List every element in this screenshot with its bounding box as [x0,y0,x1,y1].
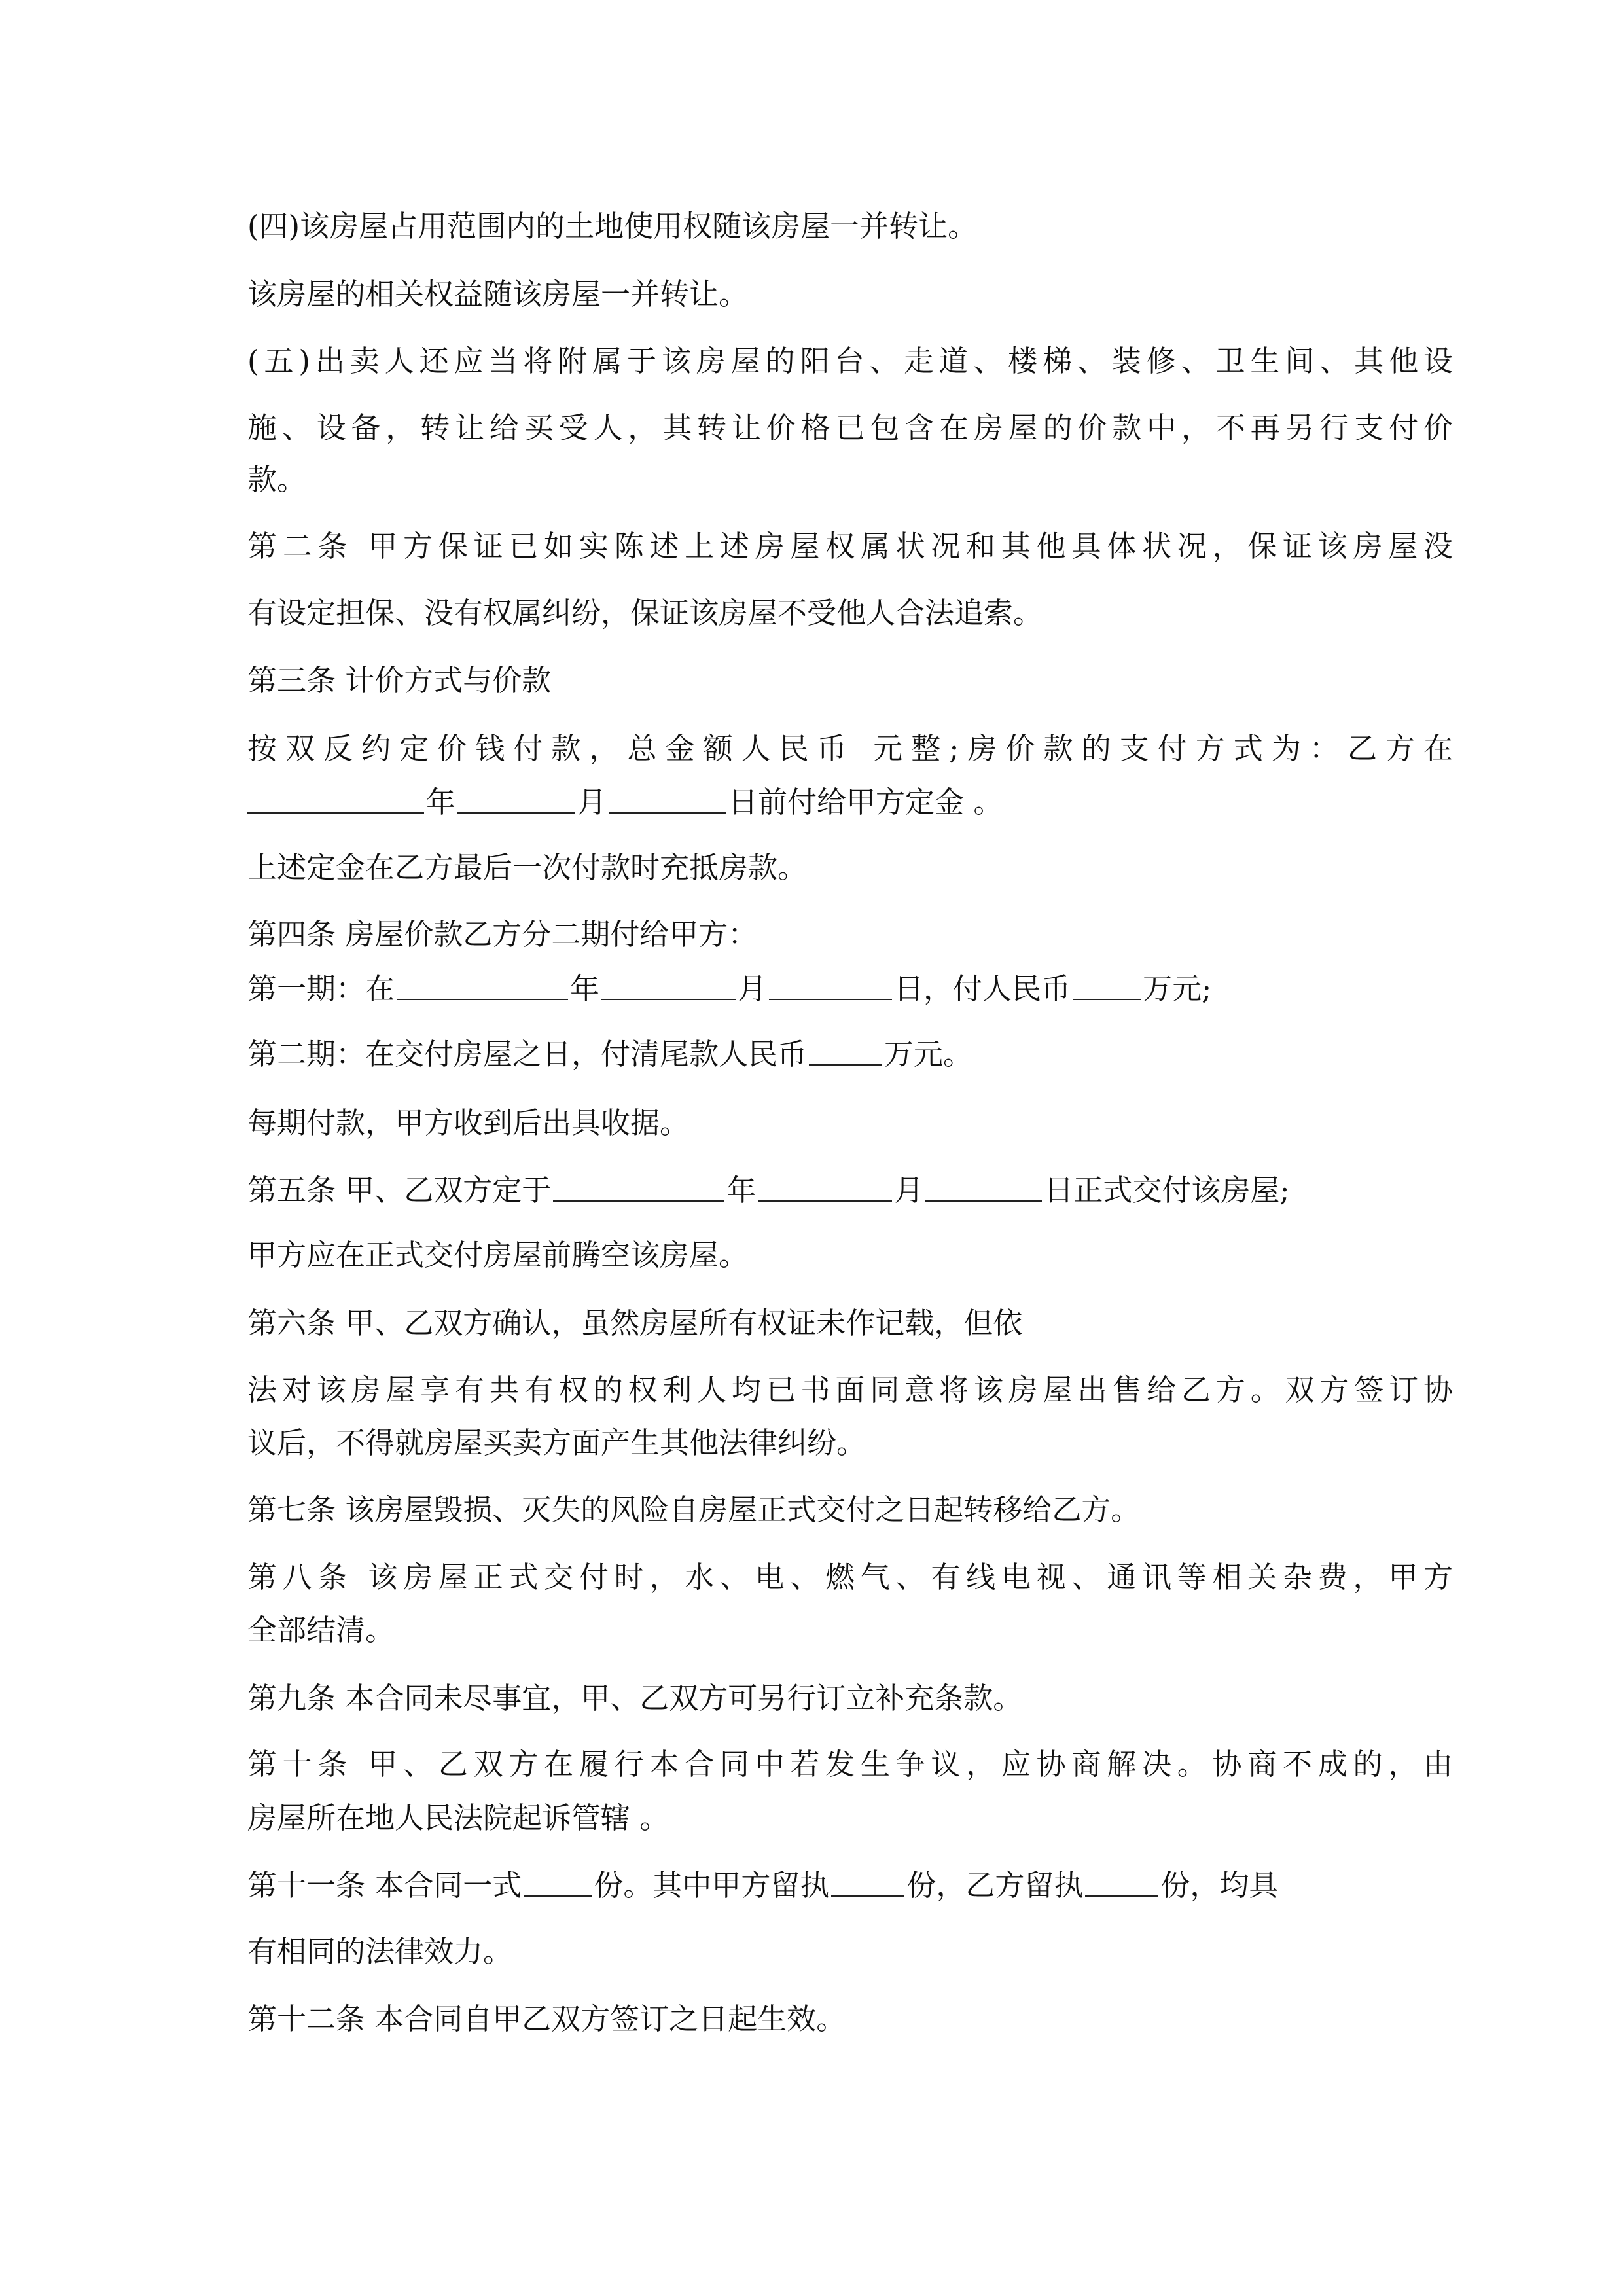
article-6-line: 法对该房屋享有共有权的权利人均已书面同意将该房屋出售给乙方。双方签订协 [247,1372,1453,1407]
blank-field [831,1867,904,1897]
clause-line: (五)出卖人还应当将附属于该房屋的阳台、走道、楼梯、装修、卫生间、其他设 [247,344,1453,378]
clause-line: 施、设备，转让给买受人，其转让价格已包含在房屋的价款中，不再另行支付价 [247,410,1453,445]
blank-field [247,783,424,814]
article-4-line: 每期付款，甲方收到后出具收据。 [247,1105,690,1140]
blank-field [553,1172,724,1202]
article-7-line: 第七条 该房屋毁损、灭失的风险自房屋正式交付之日起转移给乙方。 [247,1492,1141,1527]
blank-field [457,783,575,814]
blank-field [1085,1867,1158,1897]
article-4-heading: 第四条 房屋价款乙方分二期付给甲方： [247,917,758,952]
blank-field [397,970,568,1000]
blank-field [758,1172,892,1202]
clause-line: (四)该房屋占用范围内的土地使用权随该房屋一并转让。 [247,209,978,243]
blank-field [1073,970,1141,1000]
installment-2-line: 第二期：在交付房屋之日，付清尾款人民币 万元。 [247,1037,973,1071]
article-8-line: 第八条 该房屋正式交付时，水、电、燃气、有线电视、通讯等相关杂费，甲方 [247,1560,1453,1594]
installment-1-line: 第一期：在 年 月 日，付人民币 万元; [247,971,1212,1006]
article-5-line: 第五条 甲、乙双方定于 年 月 日正式交付该房屋; [247,1173,1290,1208]
clause-line: 款。 [247,462,307,497]
blank-field [809,1035,882,1066]
article-10-line: 房屋所在地人民法院起诉管辖 。 [247,1801,669,1835]
blank-field [609,783,726,814]
article-11-line: 有相同的法律效力。 [247,1934,513,1969]
blank-field [524,1867,592,1897]
article-6-line: 议后，不得就房屋买卖方面产生其他法律纠纷。 [247,1426,866,1460]
article-3-line: 按双反约定价钱付款，总金额人民币 元整;房价款的支付方式为：乙方在 [247,731,1453,766]
article-2-line: 有设定担保、没有权属纠纷，保证该房屋不受他人合法追索。 [247,596,1043,630]
article-12-line: 第十二条 本合同自甲乙双方签订之日起生效。 [247,2001,846,2036]
article-9-line: 第九条 本合同未尽事宜，甲、乙双方可另行订立补充条款。 [247,1681,1023,1715]
article-3-line: 上述定金在乙方最后一次付款时充抵房款。 [247,850,808,885]
article-3-heading: 第三条 计价方式与价款 [247,663,552,698]
deposit-date-line: 年 月 日前付给甲方定金 。 [247,782,1453,821]
article-8-line: 全部结清。 [247,1613,395,1647]
blank-field [925,1172,1042,1202]
article-11-line: 第十一条 本合同一式 份。其中甲方留执 份，乙方留执 份，均具 [247,1868,1279,1903]
article-10-line: 第十条 甲、乙双方在履行本合同中若发生争议，应协商解决。协商不成的，由 [247,1747,1453,1782]
clause-line: 该房屋的相关权益随该房屋一并转让。 [247,277,749,312]
article-6-line: 第六条 甲、乙双方确认，虽然房屋所有权证未作记载，但依 [247,1306,1023,1340]
blank-field [769,970,892,1000]
article-2-line: 第二条 甲方保证已如实陈述上述房屋权属状况和其他具体状况，保证该房屋没 [247,529,1453,564]
blank-field [601,970,736,1000]
article-5-line: 甲方应在正式交付房屋前腾空该房屋。 [247,1238,749,1272]
